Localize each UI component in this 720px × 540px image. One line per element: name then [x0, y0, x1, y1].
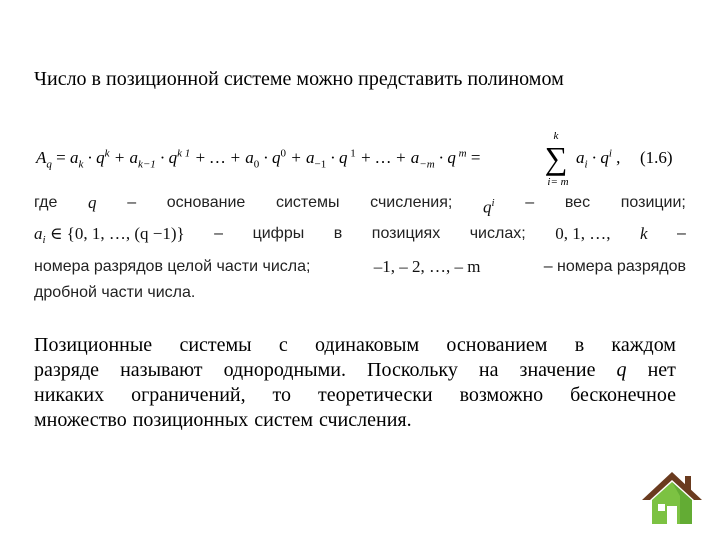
explanation-line-2: $a_i$ ∈ {0, 1, …, (q −1)} – цифры в позициях числах; 0, 1, …, k –: [34, 224, 686, 247]
sum-lower-limit: i= m: [547, 176, 569, 188]
summation-sign: [539, 130, 573, 192]
polynomial-formula: [36, 130, 696, 192]
formula-expression: $A_q = a_k \cdot q^k + a_{k-1} \cdot q^{k 1}$ + … + $a_0 \cdot q^0 + a_{-1} \cdot q$ $^1$ + … + $a_{-m} \cdot q$ $^m$ =: [36, 147, 481, 171]
body-paragraph: [34, 333, 676, 433]
equation-number: (1.6): [640, 148, 673, 167]
paragraph-line-4: множество позиционных систем счисления.: [34, 409, 412, 431]
sigma-symbol: ∑: [544, 140, 568, 176]
intro-text: Число в позиционной системе можно представить полиномом: [34, 68, 564, 90]
explanation-line-1: где q – основание системы счисления; $q^i$ – вес позиции;: [34, 193, 686, 217]
formula-explanation: [34, 190, 686, 306]
paragraph-line-1: Позиционные системы с одинаковым основанием в каждом: [34, 334, 676, 356]
paragraph-line-2: разряде называют однородными. Поскольку на значение q нет: [34, 359, 676, 381]
home-button[interactable]: [640, 468, 704, 528]
sum-upper-limit: k: [553, 130, 559, 142]
sum-term: $a_i \cdot q^i$ ,: [576, 147, 621, 171]
explanation-line-4: дробной части числа.: [34, 283, 196, 301]
paragraph-line-3: никаких ограничений, то теоретически возможно бесконечное: [34, 384, 676, 406]
home-icon: [640, 468, 704, 528]
explanation-line-3: номера разрядов целой части числа; –1, – 2, …, – m – номера разрядов: [34, 256, 686, 276]
